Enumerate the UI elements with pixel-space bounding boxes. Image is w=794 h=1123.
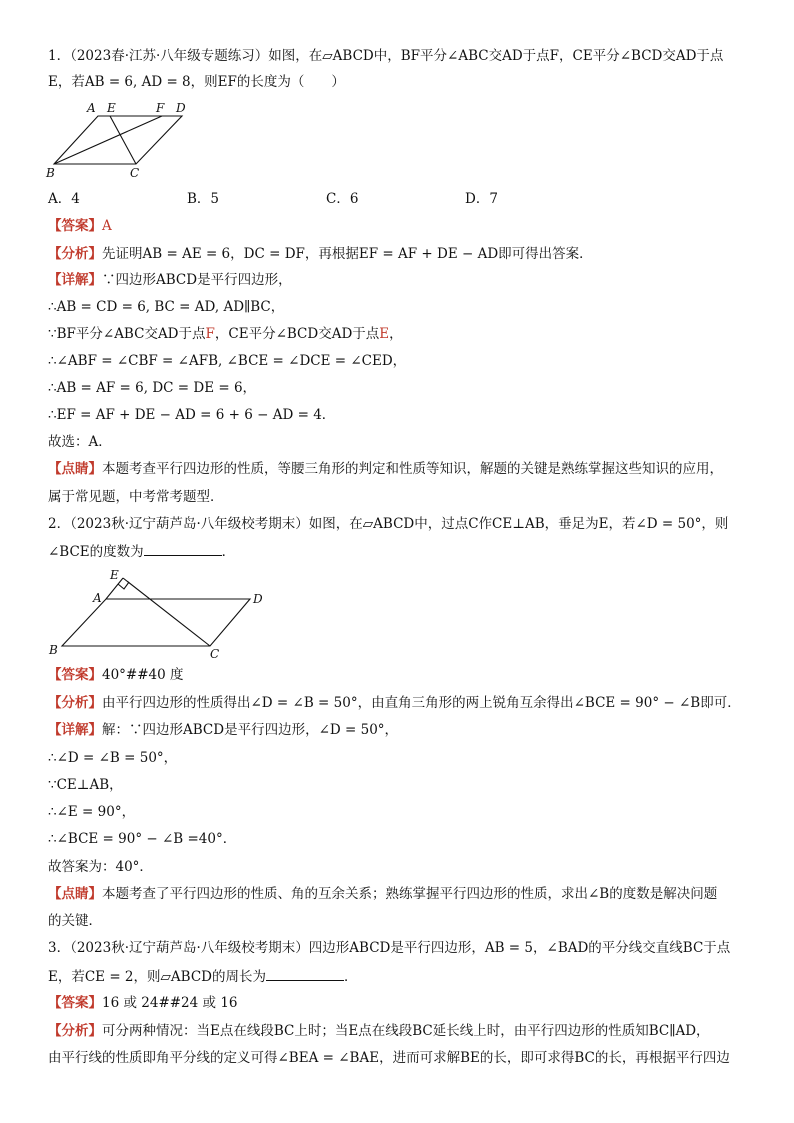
q2-step-5: 故答案为：40°． bbox=[48, 859, 153, 875]
q3-stem-line-1: 3．（2023秋·辽宁葫芦岛·八年级校考期末）四边形ABCD是平行四边形，AB = 5，∠BAD的平分线交直线BC于点 bbox=[48, 940, 731, 956]
q1-answer-value: A bbox=[102, 218, 112, 234]
q2-answer-blank[interactable] bbox=[144, 541, 222, 556]
q1-detail-text: ∵四边形ABCD是平行四边形， bbox=[102, 272, 292, 288]
q1-option-c[interactable]: C．6 bbox=[326, 191, 359, 207]
analysis-tag: 【分析】 bbox=[48, 1023, 102, 1039]
q2-step-3: ∴∠E = 90°， bbox=[48, 804, 136, 820]
q1-step-bisect: ∵BF平分∠ABC交AD于点F，CE平分∠BCD交AD于点E， bbox=[48, 326, 403, 342]
q1-label-e: E bbox=[107, 101, 116, 115]
q1-label-d: D bbox=[176, 101, 186, 115]
q2-analysis: 【分析】由平行四边形的性质得出∠D = ∠B = 50°，由直角三角形的两上锐角互余得出∠BCE = 90° − ∠B即可． bbox=[48, 695, 741, 711]
q1-step-3: ∴AB = AF = 6, DC = DE = 6， bbox=[48, 380, 257, 396]
q1-answer bbox=[48, 216, 768, 236]
q1-label-a: A bbox=[87, 101, 96, 115]
q1-comment-2: 属于常见题，中考常考题型． bbox=[48, 489, 224, 505]
q1-analysis bbox=[48, 244, 768, 264]
q1-stem-line-2: E，若AB = 6, AD = 8，则EF的长度为（ ） bbox=[48, 74, 345, 90]
q2-label-e: E bbox=[110, 568, 119, 582]
answer-tag: 【答案】 bbox=[48, 667, 102, 683]
analysis-tag: 【分析】 bbox=[48, 695, 102, 711]
q2-step-1: ∴∠D = ∠B = 50°， bbox=[48, 750, 178, 766]
q1-option-d[interactable]: D．7 bbox=[465, 191, 498, 207]
q2-label-d: D bbox=[253, 592, 263, 606]
q1-segment-ce bbox=[110, 116, 136, 164]
q2-label-b: B bbox=[49, 643, 58, 657]
q1-parallelogram bbox=[54, 116, 182, 164]
q2-right-angle-mark bbox=[118, 582, 129, 589]
q3-answer bbox=[48, 993, 768, 1013]
detail-tag: 【详解】 bbox=[48, 722, 102, 738]
q2-stem-line-1: 2．（2023秋·辽宁葫芦岛·八年级校考期末）如图，在▱ABCD中，过点C作CE⊥AB，垂足为E，若∠D = 50°，则 bbox=[48, 516, 729, 532]
q2-step-4: ∴∠BCE = 90° − ∠B =40°． bbox=[48, 831, 237, 847]
q2-answer-value: 40°##40 度 bbox=[102, 667, 184, 683]
comment-tag: 【点睛】 bbox=[48, 461, 102, 477]
answer-tag: 【答案】 bbox=[48, 995, 102, 1011]
q1-step-2: ∴∠ABF = ∠CBF = ∠AFB, ∠BCE = ∠DCE = ∠CED， bbox=[48, 353, 407, 369]
q2-step-2: ∵CE⊥AB， bbox=[48, 777, 123, 793]
q1-label-f: F bbox=[156, 101, 165, 115]
q3-analysis-2: 由平行线的性质即角平分线的定义可得∠BEA = ∠BAE，进而可求解BE的长，即可求得BC的长，再根据平行四边 bbox=[48, 1050, 730, 1066]
q1-label-c: C bbox=[130, 166, 140, 180]
q2-parallelogram bbox=[62, 599, 250, 646]
q1-point-f: F bbox=[205, 326, 215, 342]
q1-step-5: 故选：A． bbox=[48, 434, 112, 450]
q3-analysis-1: 【分析】可分两种情况：当E点在线段BC上时；当E点在线段BC延长线上时，由平行四边形的性质知BC∥AD， bbox=[48, 1023, 710, 1039]
answer-tag: 【答案】 bbox=[48, 218, 102, 234]
q2-comment-2: 的关键． bbox=[48, 913, 102, 929]
q2-comment-1: 【点睛】本题考查了平行四边形的性质、角的互余关系；熟练掌握平行四边形的性质，求出∠B的度数是解决问题 bbox=[48, 886, 718, 902]
q2-detail: 【详解】解：∵四边形ABCD是平行四边形，∠D = 50°， bbox=[48, 722, 399, 738]
q1-segment-bf bbox=[54, 116, 162, 164]
detail-tag: 【详解】 bbox=[48, 272, 102, 288]
q1-step-1: ∴AB = CD = 6, BC = AD, AD∥BC， bbox=[48, 299, 285, 315]
q2-stem-line-2: ∠BCE的度数为 ． bbox=[48, 541, 768, 562]
q2-answer bbox=[48, 665, 768, 685]
q1-step-4: ∴EF = AF + DE − AD = 6 + 6 − AD = 4． bbox=[48, 407, 336, 423]
q1-comment-1: 【点睛】本题考查平行四边形的性质，等腰三角形的判定和性质等知识，解题的关键是熟练掌握这些知识的应用， bbox=[48, 461, 723, 477]
q2-segment-ce bbox=[123, 578, 210, 646]
q1-label-b: B bbox=[46, 166, 55, 180]
q3-answer-blank[interactable] bbox=[266, 966, 344, 981]
analysis-tag: 【分析】 bbox=[48, 246, 102, 262]
q1-option-b[interactable]: B．5 bbox=[187, 191, 220, 207]
comment-tag: 【点睛】 bbox=[48, 886, 102, 902]
q1-options bbox=[48, 189, 768, 209]
q1-point-e: E bbox=[379, 326, 390, 342]
q1-option-a[interactable]: A．4 bbox=[48, 191, 80, 207]
q1-stem-line-1: 1．（2023春·江苏·八年级专题练习）如图，在▱ABCD中，BF平分∠ABC交AD于点F，CE平分∠BCD交AD于点 bbox=[48, 48, 724, 64]
q2-label-c: C bbox=[210, 647, 220, 660]
q1-detail bbox=[48, 270, 768, 290]
q1-analysis-text: 先证明AB = AE = 6，DC = DF，再根据EF = AF + DE − AD即可得出答案． bbox=[102, 246, 593, 262]
q2-parallelogram-figure bbox=[44, 566, 270, 660]
q1-parallelogram-figure bbox=[44, 98, 194, 182]
q2-label-a: A bbox=[93, 591, 102, 605]
q3-stem-line-2: E，若CE = 2，则▱ABCD的周长为 ． bbox=[48, 966, 768, 987]
q3-answer-value: 16 或 24##24 或 16 bbox=[102, 995, 238, 1011]
